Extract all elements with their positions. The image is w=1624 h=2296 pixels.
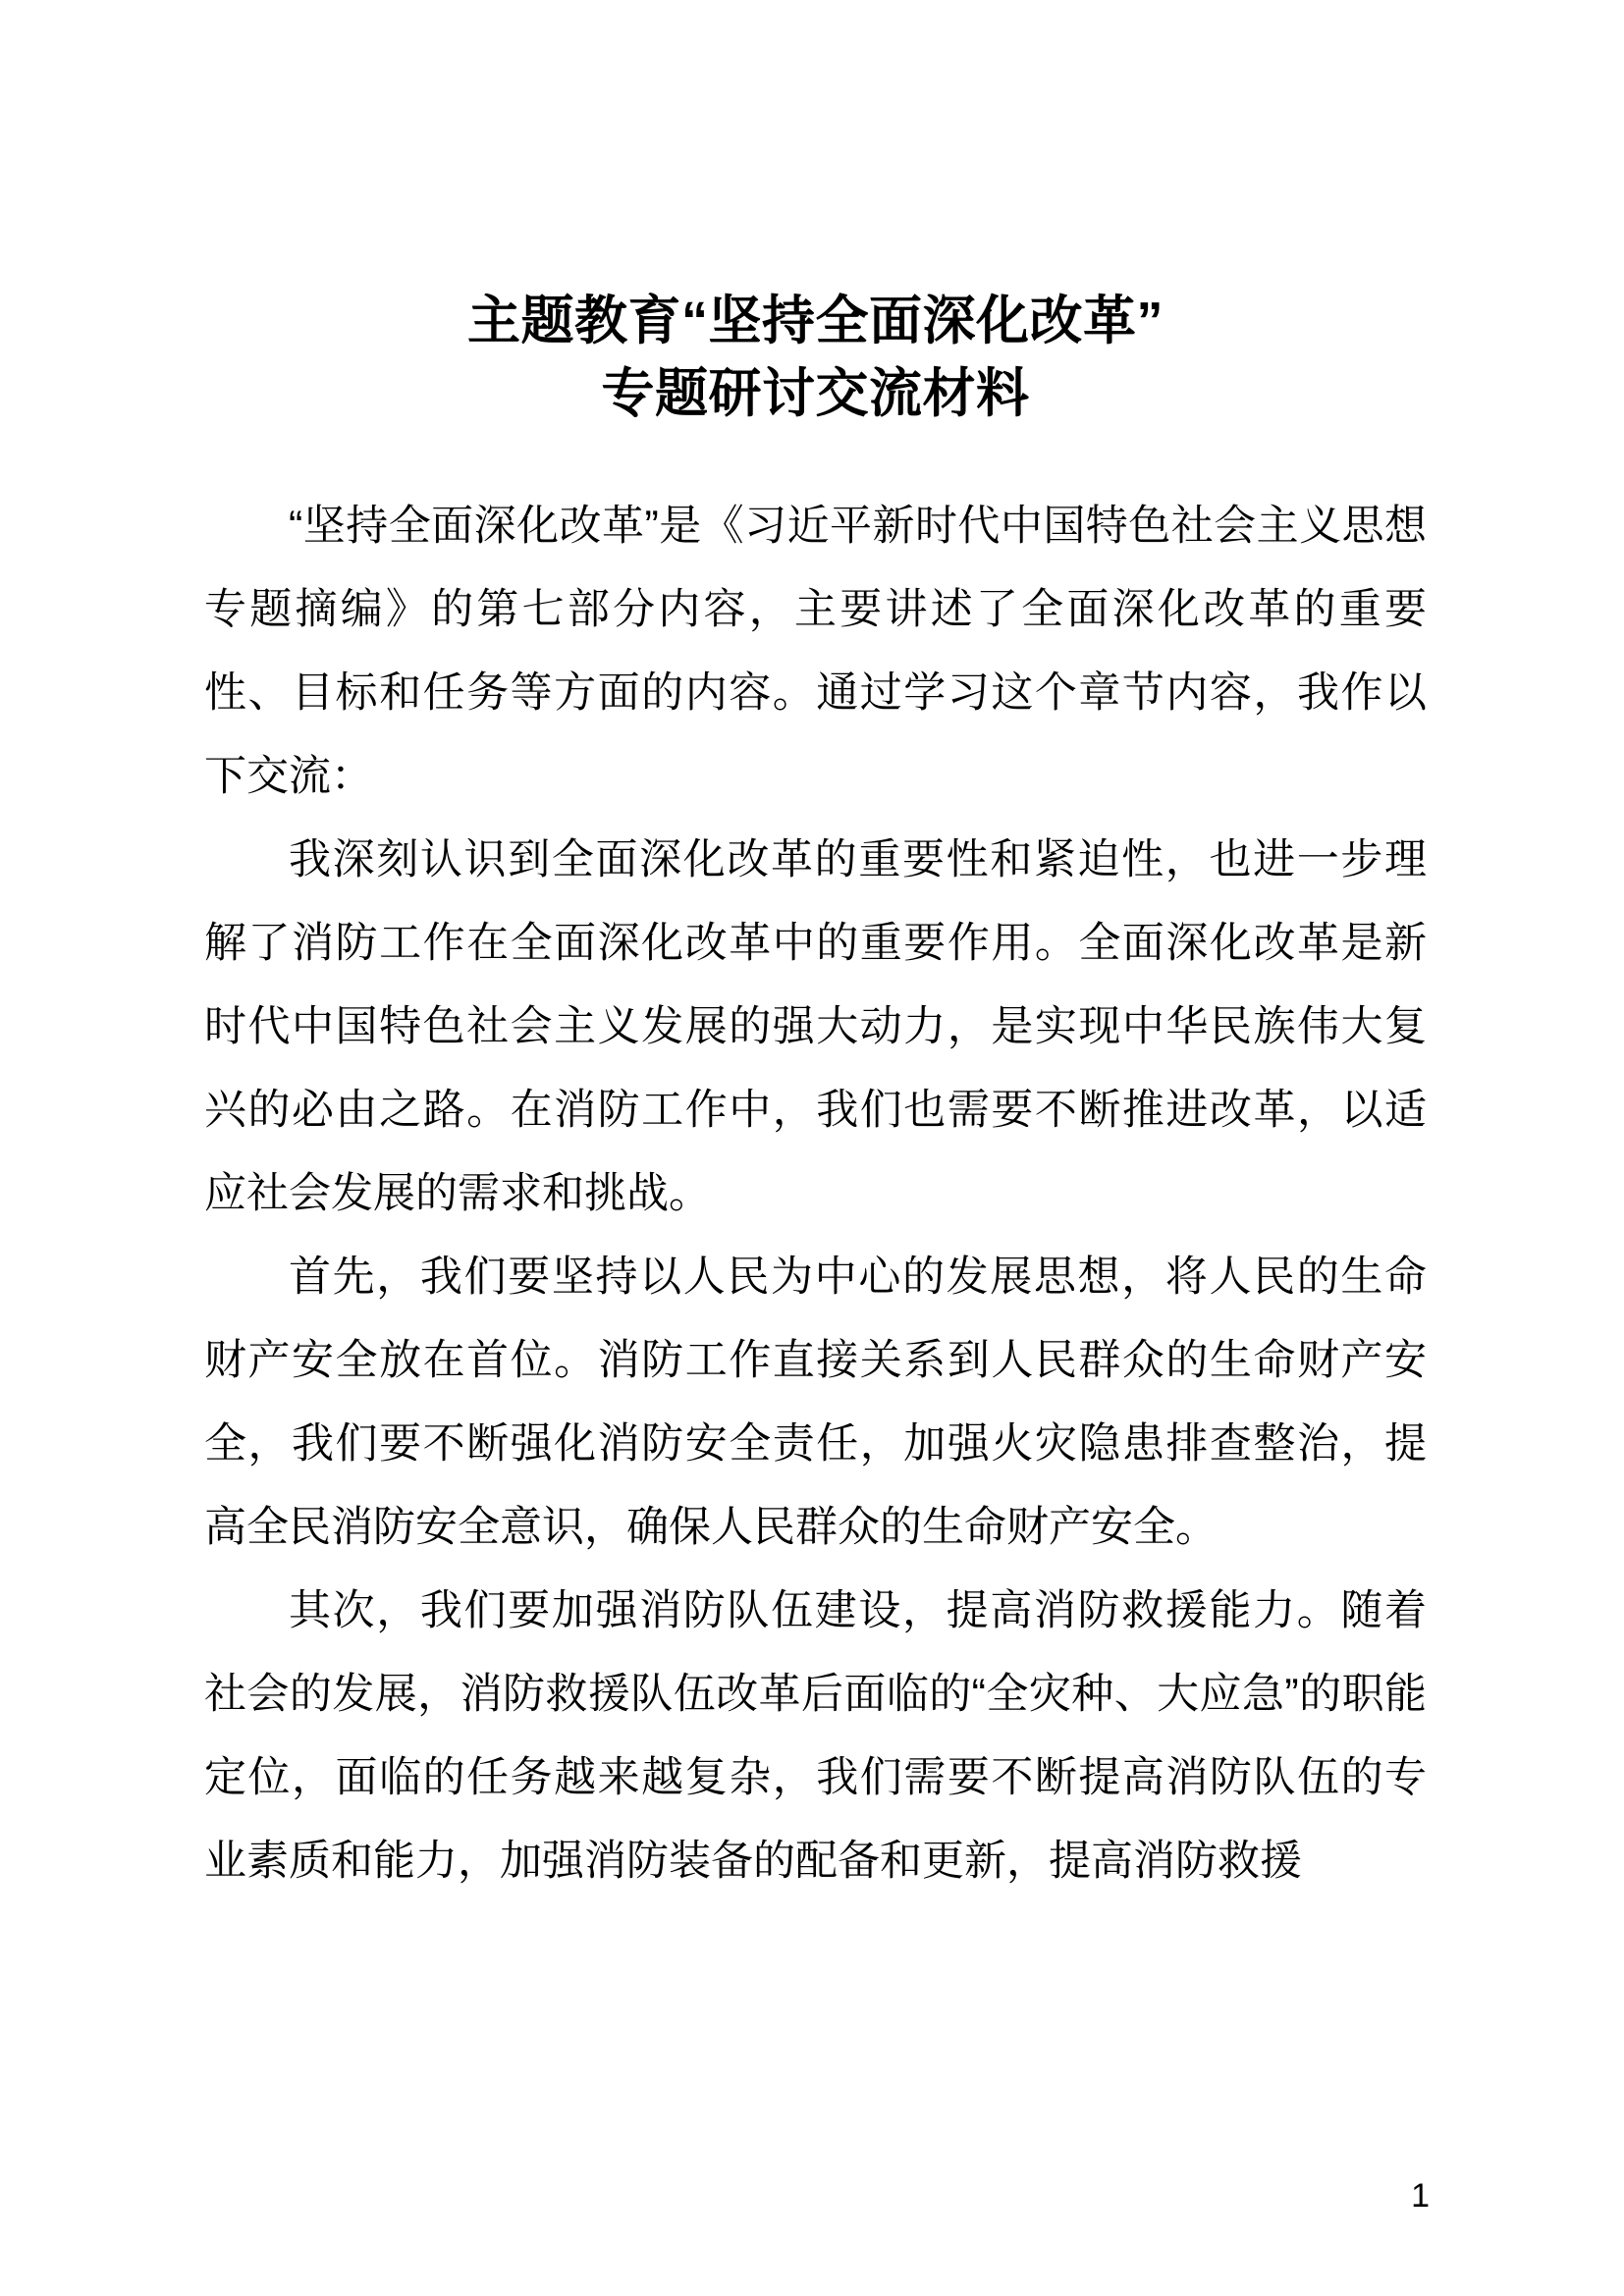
title-line-2: 专题研讨交流材料 <box>601 364 1030 423</box>
body-paragraph-1: “坚持全面深化改革”是《习近平新时代中国特色社会主义思想专题摘编》的第七部分内容，主要讲述了全面深化改革的重要性、目标和任务等方面的内容。通过学习这个章节内容，我作以下交流： <box>204 503 1427 800</box>
title-line-1: 主题教育“坚持全面深化改革” <box>467 292 1164 350</box>
page-number: 1 <box>1411 2177 1430 2215</box>
page-content <box>204 0 1427 1903</box>
body-paragraph-4: 其次，我们要加强消防队伍建设，提高消防救援能力。随着社会的发展，消防救援队伍改革后面临的“全灾种、大应急”的职能定位，面临的任务越来越复杂，我们需要不断提高消防队伍的专业素质和能力，加强消防装备的配备和更新，提高消防救援 <box>204 1587 1427 1885</box>
body-paragraph-2: 我深刻认识到全面深化改革的重要性和紧迫性，也进一步理解了消防工作在全面深化改革中的重要作用。全面深化改革是新时代中国特色社会主义发展的强大动力，是实现中华民族伟大复兴的必由之路。在消防工作中，我们也需要不断推进改革，以适应社会发展的需求和挑战。 <box>204 836 1427 1217</box>
body-paragraph-3: 首先，我们要坚持以人民为中心的发展思想，将人民的生命财产安全放在首位。消防工作直接关系到人民群众的生命财产安全，我们要不断强化消防安全责任，加强火灾隐患排查整治，提高全民消防安全意识，确保人民群众的生命财产安全。 <box>204 1254 1427 1551</box>
page-title <box>204 0 1427 430</box>
document-body <box>204 485 1427 1903</box>
